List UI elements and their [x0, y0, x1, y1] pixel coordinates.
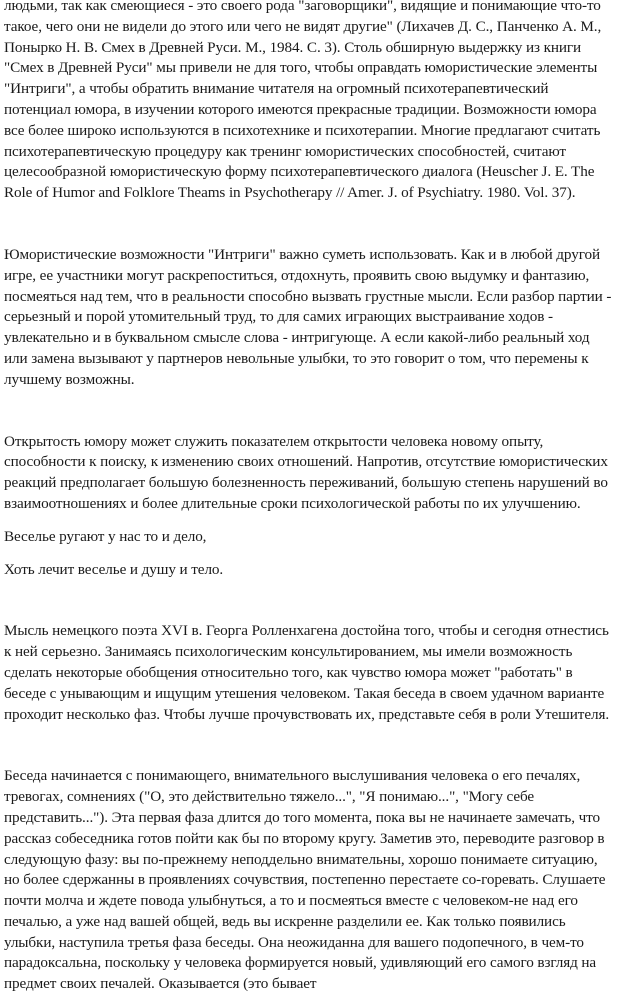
paragraph-spacer	[4, 580, 616, 621]
paragraph-humor-intro: людьми, так как смеющиеся - это своего рода "заговорщики", видящие и понимающие что-то такое, чего они не видели до этого или чего не видят другие" (Лихачев Д. С., Панченко А. М., Понырко Н. В. Смех в Древней Руси. М., 1984. С. 3). Столь обширную выдержку из книги "Смех в Древней Руси" мы привели не для того, чтобы оправдать юмористические элементы "Интриги", а чтобы обратить внимание читателя на огромный психотерапевтический потенциал юмора, в изучении которого имеются прекрасные традиции. Возможности юмора все более широко используются в психотехнике и психотерапии. Многие предлагают считать психотерапевтическую процедуру как тренинг юмористических способностей, считают целесообразной юмористическую форму психотерапевтического диалога (Heuscher J. E. The Role of Humor and Folklore Theams in Psychotherapy // Amer. J. of Psychiatry. 1980. Vol. 37).	[4, 0, 602, 202]
document-page	[4, 0, 616, 995]
verse-line-1: Веселье ругают у нас то и дело,	[4, 527, 207, 545]
paragraph-conversation-phases: Беседа начинается с понимающего, внимательного выслушивания человека о его печалях, тревогах, сомнениях ("О, это действительно тяжело...", "Я понимаю...", "Могу себе представить..."). Эта первая фаза длится до того момента, пока вы не начинаете замечать, что рассказ собеседника готов пойти как бы по второму кругу. Заметив это, переводите разговор в следующую фазу: вы по-прежнему неподдельно внимательны, хорошо понимаете ситуацию, но более сдержанны в проявлениях сочувствия, постепенно перестаете со-горевать. Слушаете почти молча и ждете повода улыбнуться, а то и посмеяться вместе с человеком-не над его печалью, а уже над вашей общей, ведь вы искренне разделили ее. Как только появились улыбки, наступила третья фаза беседы. Она неожиданна для вашего подопечного, в чем-то парадоксальна, поскольку у человека формируется новый, удивляющий его самого взгляд на предмет своих печалей. Оказывается (это бывает	[4, 767, 606, 993]
paragraph-rollenhagen: Мысль немецкого поэта XVI в. Георга Ролленхагена достойна того, чтобы и сегодня отнестись к ней серьезно. Занимаясь психологическим консультированием, мы имели возможность сделать некоторые обобщения относительно того, как чувство юмора может "работать" в беседе с унывающим и ищущим утешения человеком. Такая беседа в своем удачном варианте проходит несколько фаз. Чтобы лучше прочувствовать их, представьте себя в роли Утешителя.	[4, 622, 610, 723]
paragraph-openness-to-humor: Открытость юмору может служить показателем открытости человека новому опыту, способности к поиску, к изменению своих отношений. Напротив, отсутствие юмористических реакций предполагает большую болезненность переживаний, большую степень нарушений во взаимоотношениях и более длительные сроки психологической работы по их улучшению.	[4, 432, 608, 512]
verse-spacer	[4, 548, 616, 560]
paragraph-intrigue-humor: Юмористические возможности "Интриги" важно суметь использовать. Как и в любой другой игре, ее участники могут раскрепоститься, отдохнуть, проявить свою выдумку и фантазию, посмеяться над тем, что в реальности способно вызвать грустные мысли. Если разбор партии - серьезный и порой утомительный труд, то для самих играющих выстраивание ходов - увлекательно и в буквальном смысле слова - интригующе. А если какой-либо реальный ход или замена вызывают у партнеров невольные улыбки, то это говорит о том, что перемены к лучшему возможны.	[4, 245, 612, 388]
paragraph-spacer	[4, 515, 616, 527]
paragraph-spacer	[4, 725, 616, 766]
paragraph-spacer	[4, 391, 616, 432]
verse-line-2: Хоть лечит веселье и душу и тело.	[4, 560, 224, 578]
paragraph-spacer	[4, 204, 616, 245]
